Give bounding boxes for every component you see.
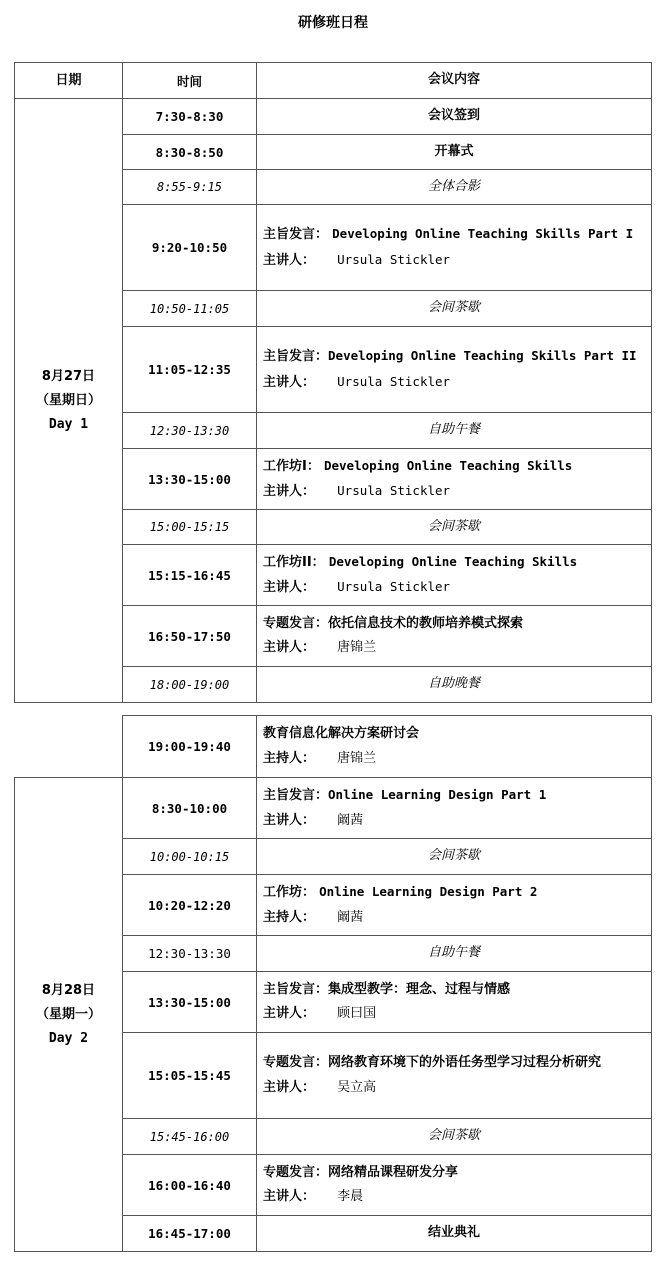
session-title: 集成型教学：理念、过程与情感 — [328, 981, 511, 997]
session-cell — [257, 875, 652, 936]
time-cell: 11:05-12:35 — [123, 327, 257, 413]
speaker-name: 唐锦兰 — [337, 640, 377, 655]
session-title: 网络精品课程研发分享 — [328, 1164, 459, 1180]
session-title: Developing Online Teaching Skills Part I — [332, 226, 634, 241]
table-row — [15, 99, 652, 135]
speaker-label: 主讲人： — [263, 252, 316, 268]
time-cell: 12:30-13:30 — [123, 936, 257, 972]
time-cell: 8:55-9:15 — [123, 170, 257, 205]
session-prefix: 主旨发言： — [263, 227, 329, 242]
speaker-label: 主持人： — [263, 750, 316, 766]
speaker-label: 主讲人： — [263, 1079, 316, 1095]
time-cell: 10:20-12:20 — [123, 875, 257, 936]
session-prefix: 专题发言： — [263, 1164, 329, 1180]
session-title: Developing Online Teaching Skills — [323, 457, 573, 473]
speaker-label: 主讲人： — [263, 812, 316, 828]
time-cell: 18:00-19:00 — [123, 667, 257, 703]
time-cell: 16:50-17:50 — [123, 606, 257, 667]
time-cell: 12:30-13:30 — [123, 413, 257, 449]
speaker-label: 主讲人： — [263, 374, 316, 390]
session-title: Developing Online Teaching Skills — [328, 553, 578, 569]
session-title: Online Learning Design Part 1 — [328, 787, 547, 802]
break-label: 会间茶歇 — [257, 839, 652, 875]
break-label: 自助晚餐 — [257, 667, 652, 703]
speaker-name: Ursula Stickler — [337, 251, 451, 267]
table-row — [15, 778, 652, 839]
break-label: 会间茶歇 — [257, 510, 652, 545]
time-cell: 13:30-15:00 — [123, 972, 257, 1033]
speaker-name: Ursula Stickler — [337, 373, 451, 389]
speaker-name: 顾曰国 — [337, 1006, 377, 1021]
session-title: 教育信息化解决方案研讨会 — [263, 726, 420, 741]
session-prefix: 主旨发言： — [263, 981, 329, 997]
time-cell: 13:30-15:00 — [123, 449, 257, 510]
session-cell — [257, 606, 652, 667]
day1-date-cell — [15, 99, 123, 703]
session-prefix: 工作坊： — [263, 885, 316, 900]
session-cell — [257, 545, 652, 606]
speaker-label: 主讲人： — [263, 1006, 316, 1021]
session-prefix: 主旨发言： — [263, 788, 329, 803]
speaker-label: 主讲人： — [263, 484, 316, 499]
header-row — [15, 63, 652, 99]
time-cell: 8:30-8:50 — [123, 135, 257, 170]
time-cell: 15:15-16:45 — [123, 545, 257, 606]
time-cell: 9:20-10:50 — [123, 205, 257, 291]
header-time: 时间 — [123, 63, 257, 99]
time-cell: 7:30-8:30 — [123, 99, 257, 135]
time-cell: 8:30-10:00 — [123, 778, 257, 839]
day2-date-cell — [15, 778, 123, 1252]
table-row — [15, 716, 652, 778]
session-cell — [257, 1033, 652, 1119]
session-title: 依托信息技术的教师培养模式探索 — [328, 615, 524, 631]
day1-weekday: （星期日） — [35, 392, 101, 408]
session-cell — [257, 205, 652, 291]
speaker-name: Ursula Stickler — [337, 483, 451, 498]
break-label: 自助午餐 — [257, 936, 652, 972]
speaker-name: 唐锦兰 — [337, 750, 377, 766]
session-cell — [257, 1155, 652, 1216]
session-cell — [257, 449, 652, 510]
break-label: 会间茶歇 — [257, 1119, 652, 1155]
speaker-name: 阚茜 — [337, 812, 364, 828]
session-cell — [257, 716, 652, 778]
time-cell: 15:00-15:15 — [123, 510, 257, 545]
day2-date: 8月28日 — [41, 982, 96, 998]
header-content: 会议内容 — [257, 63, 652, 99]
session-title: 网络教育环境下的外语任务型学习过程分析研究 — [328, 1055, 602, 1070]
break-label: 会间茶歇 — [257, 291, 652, 327]
session-title: 结业典礼 — [257, 1216, 652, 1252]
time-cell: 16:45-17:00 — [123, 1216, 257, 1252]
schedule-table-day1 — [14, 62, 652, 703]
session-prefix: 专题发言： — [263, 1055, 329, 1070]
speaker-name: 吴立高 — [337, 1079, 377, 1095]
schedule-table-day2 — [14, 715, 652, 1252]
session-title: 会议签到 — [257, 99, 652, 135]
break-label: 自助午餐 — [257, 413, 652, 449]
session-prefix: 工作坊I： — [263, 458, 320, 474]
session-cell — [257, 972, 652, 1033]
speaker-name: 李晨 — [337, 1189, 364, 1204]
page-title: 研修班日程 — [298, 15, 368, 31]
header-date: 日期 — [15, 63, 123, 99]
speaker-name: 阚茜 — [337, 909, 364, 925]
speaker-label: 主讲人： — [263, 580, 316, 595]
time-cell: 10:00-10:15 — [123, 839, 257, 875]
break-label: 全体合影 — [257, 170, 652, 205]
speaker-label: 主讲人： — [263, 640, 316, 655]
session-prefix: 工作坊II： — [263, 554, 325, 570]
time-cell: 15:05-15:45 — [123, 1033, 257, 1119]
time-cell: 10:50-11:05 — [123, 291, 257, 327]
day2-weekday: （星期一） — [35, 1006, 101, 1022]
session-prefix: 主旨发言： — [263, 349, 329, 364]
session-prefix: 专题发言： — [263, 615, 329, 631]
session-title: 开幕式 — [257, 135, 652, 170]
speaker-label: 主讲人： — [263, 1189, 316, 1204]
session-cell — [257, 778, 652, 839]
time-cell: 16:00-16:40 — [123, 1155, 257, 1216]
day1-continuation-cell — [15, 716, 123, 778]
speaker-name: Ursula Stickler — [337, 579, 451, 594]
session-title: Developing Online Teaching Skills Part II — [328, 348, 637, 363]
day1-date: 8月27日 — [41, 368, 96, 384]
day2-label: Day 2 — [48, 1030, 89, 1046]
time-cell: 19:00-19:40 — [123, 716, 257, 778]
session-title: Online Learning Design Part 2 — [319, 884, 538, 899]
speaker-label: 主持人： — [263, 909, 316, 925]
session-cell — [257, 327, 652, 413]
time-cell: 15:45-16:00 — [123, 1119, 257, 1155]
day1-label: Day 1 — [48, 416, 89, 432]
